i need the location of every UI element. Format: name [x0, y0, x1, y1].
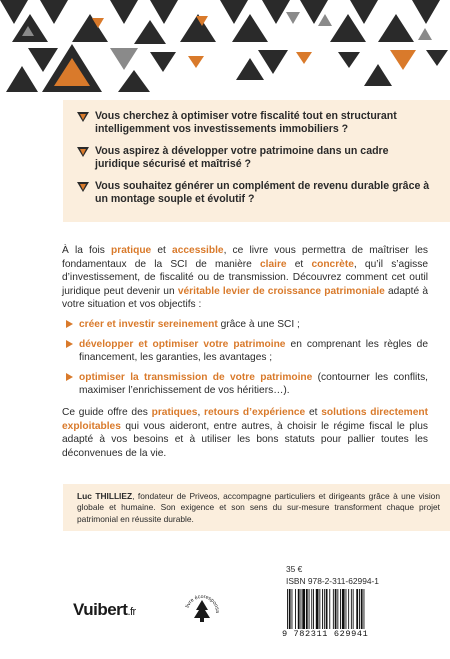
barcode-image [286, 589, 393, 629]
question-text: Vous aspirez à développer votre patrimoine dans un cadre juridique sécurisé et maîtrisé ? [95, 145, 389, 170]
bullet-highlight: développer et optimiser votre patrimoine [79, 338, 286, 350]
bullet-item [62, 318, 428, 332]
intro-text: adapté à votre situation et vos objectifs : [62, 285, 428, 311]
arrow-bullet-icon [66, 340, 73, 348]
intro-highlight: claire [259, 258, 287, 270]
arrow-bullet-icon [66, 373, 73, 381]
guide-text: , [197, 406, 205, 418]
publisher-suffix: .fr [127, 606, 136, 618]
question-item [77, 180, 436, 206]
triangle-bullet-icon [77, 147, 89, 157]
arrow-bullet-icon [66, 320, 73, 328]
guide-text: et [305, 406, 322, 418]
publisher-name: Vuibert [73, 600, 128, 619]
question-text: Vous souhaitez générer un complément de revenu durable grâce à un montage souple et évolutif ? [95, 180, 430, 205]
bullet-text: grâce à une SCI ; [217, 318, 300, 330]
question-text: Vous cherchez à optimiser votre fiscalité tout en structurant intelligemment vos investissements immobiliers ? [95, 110, 397, 135]
eco-label-seal [182, 582, 222, 638]
guide-paragraph [62, 406, 428, 460]
intro-text: et [286, 258, 312, 270]
question-item [77, 145, 436, 171]
intro-text: , ce livre vous permettra de maîtriser les fondamentaux de la SCI de manière [62, 245, 428, 270]
description-body [62, 244, 428, 460]
intro-highlight: véritable levier de croissance patrimoniale [177, 285, 385, 297]
bullet-item [62, 338, 428, 365]
publisher-logo [73, 600, 136, 620]
author-bio: , fondateur de Priveos, accompagne particuliers et dirigeants grâce à une vision globale et humaine. Son exigence et son sens du sur-mesure transforment chaque projet patrimonial en réussite durable. [77, 491, 441, 524]
intro-text: À la fois [62, 245, 112, 256]
intro-text: , qu’il s’agisse d’investissement, de fiscalité ou de transmission. Découvrez comment cet outil juridique peut devenir un [62, 258, 428, 297]
tree-icon [194, 600, 210, 622]
bullet-highlight: créer et investir sereinement [79, 318, 218, 330]
intro-highlight: concrète [311, 258, 354, 270]
author-name: Luc THILLIEZ [77, 491, 133, 501]
intro-highlight: accessible [172, 245, 224, 256]
barcode-digits: 9 782311 629941 [282, 629, 369, 639]
intro-text: et [151, 245, 173, 256]
intro-paragraph [62, 244, 428, 312]
eco-label-text: livre écoresponsa [184, 593, 221, 614]
bullet-text: (contourner les conflits, maximiser l’enrichissement de vos héritiers…). [79, 371, 428, 397]
author-panel [63, 484, 450, 531]
bullet-item [62, 371, 428, 398]
guide-highlight: retours d’expérience [204, 406, 306, 418]
guide-text: Ce guide offre des [62, 406, 152, 418]
triangle-bullet-icon [77, 112, 89, 122]
decorative-triangle-pattern [0, 0, 450, 95]
price-label: 35 € [286, 564, 303, 574]
intro-highlight: pratique [111, 245, 152, 256]
isbn-label: ISBN 978-2-311-62994-1 [286, 576, 379, 586]
bullet-highlight: optimiser la transmission de votre patrimoine [79, 371, 313, 383]
guide-highlight: solutions directement exploitables [62, 406, 428, 432]
guide-text: qui vous aideront, entre autres, à choisir le régime fiscal le plus adapté à vos besoins et à utiliser les bons statuts pour pallier toutes les déconvenues de la vie. [62, 420, 428, 459]
guide-highlight: pratiques [151, 406, 198, 418]
questions-panel [63, 100, 450, 222]
triangle-bullet-icon [77, 182, 89, 192]
question-item [77, 110, 436, 136]
bullet-text: en comprenant les règles de financement, les garanties, les avantages ; [79, 338, 428, 364]
